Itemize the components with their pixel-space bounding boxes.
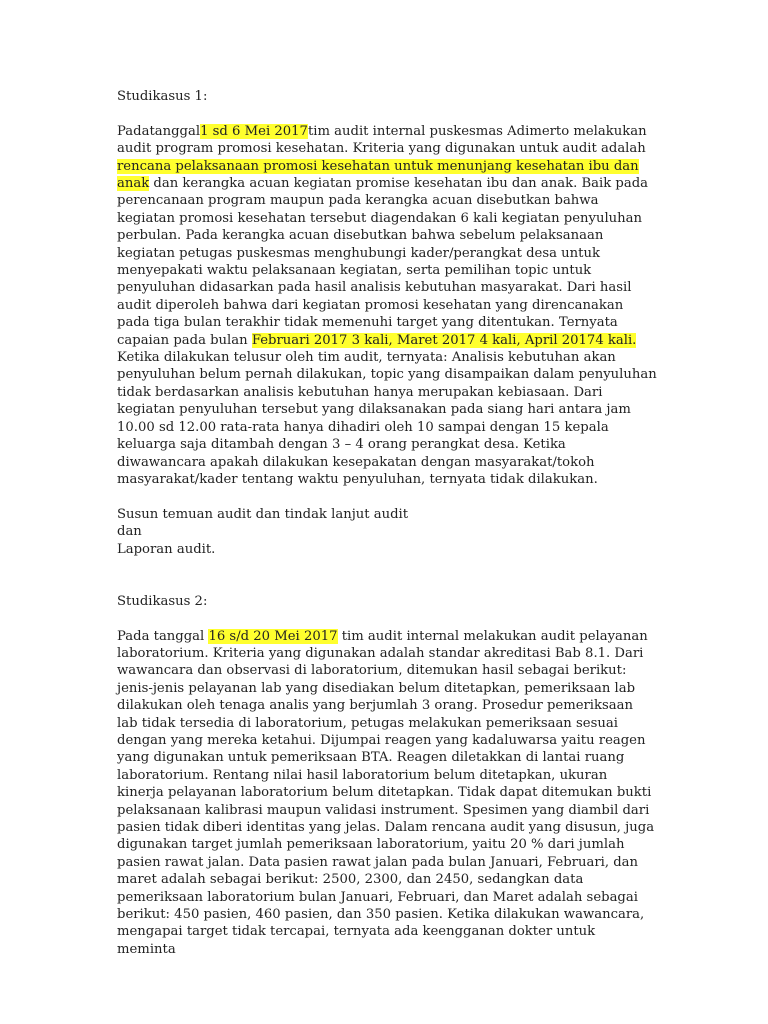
highlight-criteria: rencana pelaksanaan promosi kesehatan untuk menunjang kesehatan ibu dan anak: [117, 158, 639, 192]
case1-task-line: dan: [117, 524, 142, 540]
case1-paragraph: [117, 123, 657, 489]
case1-heading: Studikasus 1:: [117, 89, 208, 104]
case2-heading: Studikasus 2:: [117, 593, 208, 609]
highlight-achievement: Februari 2017 3 kali, Maret 2017 4 kali, April 20174 kali.: [251, 332, 637, 348]
highlight-date: 16 s/d 20 Mei 2017: [208, 628, 338, 644]
text-run: Padatanggal: [117, 123, 201, 139]
spacer: [117, 105, 657, 122]
spacer: [117, 610, 657, 627]
case2-paragraph: [117, 628, 657, 959]
spacer: [117, 558, 657, 593]
spacer: [117, 488, 657, 505]
text-run: dan kerangka acuan kegiatan promise kesehatan ibu dan anak. Baik pada perencanaan program maupun pada kerangka acuan disebutkan bahwa kegiatan promosi kesehatan tersebut diagendakan 6 kali kegiatan penyuluhan perbulan. Pada kerangka acuan disebutkan bahwa sebelum pelaksanaan kegiatan petugas puskesmas menghubungi kader/perangkat desa untuk menyepakati waktu pelaksanaan kegiatan, serta pemilihan topic untuk penyuluhan didasarkan pada hasil analisis kebutuhan masyarakat. Dari hasil audit diperoleh bahwa dari kegiatan promosi kesehatan yang direncanakan pada tiga bulan terakhir tidak memenuhi target yang ditentukan. Ternyata capaian pada bulan: [117, 176, 649, 348]
document-body: [117, 88, 657, 958]
text-run: tim audit internal melakukan audit pelayanan laboratorium. Kriteria yang digunakan adalah standar akreditasi Bab 8.1. Dari wawancara dan observasi di laboratorium, ditemukan hasil sebagai berikut: jenis-jenis pelayanan lab yang disediakan belum ditetapkan, pemeriksaan lab dilakukan oleh tenaga analis yang berjumlah 3 orang. Prosedur pemeriksaan lab tidak tersedia di laboratorium, petugas melakukan pemeriksaan sesuai dengan yang mereka ketahui. Dijumpai reagen yang kadaluwarsa yaitu reagen yang digunakan untuk pemeriksaan BTA. Reagen diletakkan di lantai ruang laboratorium. Rentang nilai hasil laboratorium belum ditetapkan, ukuran kinerja pelayanan laboratorium belum ditetapkan. Tidak dapat ditemukan bukti pelaksanaan kalibrasi maupun validasi instrument. Spesimen yang diambil dari pasien tidak diberi identitas yang jelas. Dalam rencana audit yang disusun, juga digunakan target jumlah pemeriksaan laboratorium, yaitu 20 % dari jumlah pasien rawat jalan. Data pasien rawat jalan pada bulan Januari, Februari, dan maret adalah sebagai berikut: 2500, 2300, dan 2450, sedangkan data pemeriksaan laboratorium bulan Januari, Februari, dan Maret adalah sebagai berikut: 450 pasien, 460 pasien, dan 350 pasien. Ketika dilakukan wawancara, mengapai target tidak tercapai, ternyata ada keengganan dokter untuk meminta: [117, 628, 655, 957]
text-run: Pada tanggal: [117, 628, 209, 644]
highlight-date: 1 sd 6 Mei 2017: [200, 123, 308, 139]
text-run: tim audit internal puskesmas Adimerto melakukan audit program promosi kesehatan. Kriteria yang digunakan untuk audit adalah: [117, 123, 647, 157]
text-run: Ketika dilakukan telusur oleh tim audit, ternyata: Analisis kebutuhan akan penyuluhan belum pernah dilakukan, topic yang disampaikan dalam penyuluhan tidak berdasarkan analisis kebutuhan hanya merupakan kebiasaan. Dari kegiatan penyuluhan tersebut yang dilaksanakan pada siang hari antara jam 10.00 sd 12.00 rata-rata hanya dihadiri oleh 10 sampai dengan 15 kepala keluarga saja ditambah dengan 3 – 4 orang perangkat desa. Ketika diwawancara apakah dilakukan kesepakatan dengan masyarakat/tokoh masyarakat/kader tentang waktu penyuluhan, ternyata tidak dilakukan.: [117, 350, 657, 487]
case1-task-line: Susun temuan audit dan tindak lanjut audit: [117, 506, 409, 522]
case1-task-line: Laporan audit.: [117, 541, 216, 557]
